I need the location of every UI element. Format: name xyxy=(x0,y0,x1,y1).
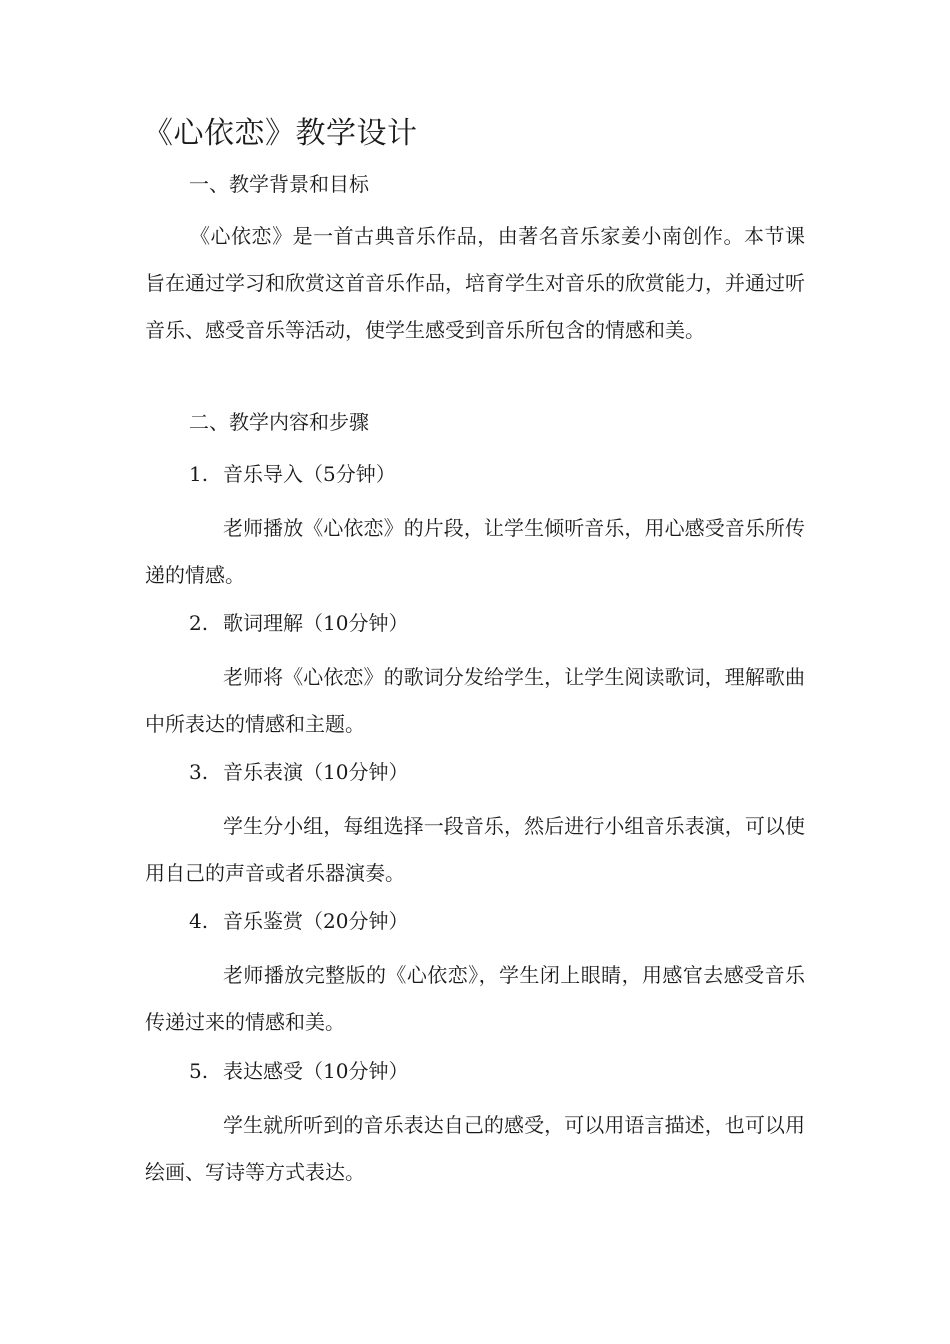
section-heading-background: 一、教学背景和目标 xyxy=(189,172,369,196)
step-description: 学生就所听到的音乐表达自己的感受，可以用语言描述，也可以用绘画、写诗等方式表达。 xyxy=(145,1113,805,1184)
step-number: 3. xyxy=(189,760,209,784)
step-heading xyxy=(189,758,408,786)
step-title: 音乐表演（10分钟） xyxy=(223,760,409,784)
step-heading xyxy=(189,609,408,637)
step-description: 老师将《心依恋》的歌词分发给学生，让学生阅读歌词，理解歌曲中所表达的情感和主题。 xyxy=(145,665,805,736)
step-number: 1. xyxy=(189,462,209,486)
step-number: 2. xyxy=(189,611,209,635)
step-heading xyxy=(189,460,396,488)
step-title: 歌词理解（10分钟） xyxy=(223,611,409,635)
step-title: 音乐导入（5分钟） xyxy=(223,462,396,486)
step-title: 音乐鉴赏（20分钟） xyxy=(223,909,409,933)
step-number: 5. xyxy=(189,1059,209,1083)
section-heading-content: 二、教学内容和步骤 xyxy=(189,410,369,434)
section-paragraph-background: 《心依恋》是一首古典音乐作品，由著名音乐家姜小南创作。本节课旨在通过学习和欣赏这首音乐作品，培育学生对音乐的欣赏能力，并通过听音乐、感受音乐等活动，使学生感受到音乐所包含的情感和美。 xyxy=(145,224,805,342)
step-number: 4. xyxy=(189,909,209,933)
step-description: 老师播放《心依恋》的片段，让学生倾听音乐，用心感受音乐所传递的情感。 xyxy=(145,516,805,587)
step-description: 老师播放完整版的《心依恋》，学生闭上眼睛，用感官去感受音乐传递过来的情感和美。 xyxy=(145,963,805,1034)
step-heading xyxy=(189,907,408,935)
document-title: 《心依恋》教学设计 xyxy=(143,116,418,151)
step-description: 学生分小组，每组选择一段音乐，然后进行小组音乐表演，可以使用自己的声音或者乐器演奏。 xyxy=(145,814,805,885)
step-title: 表达感受（10分钟） xyxy=(223,1059,409,1083)
step-heading xyxy=(189,1057,408,1085)
